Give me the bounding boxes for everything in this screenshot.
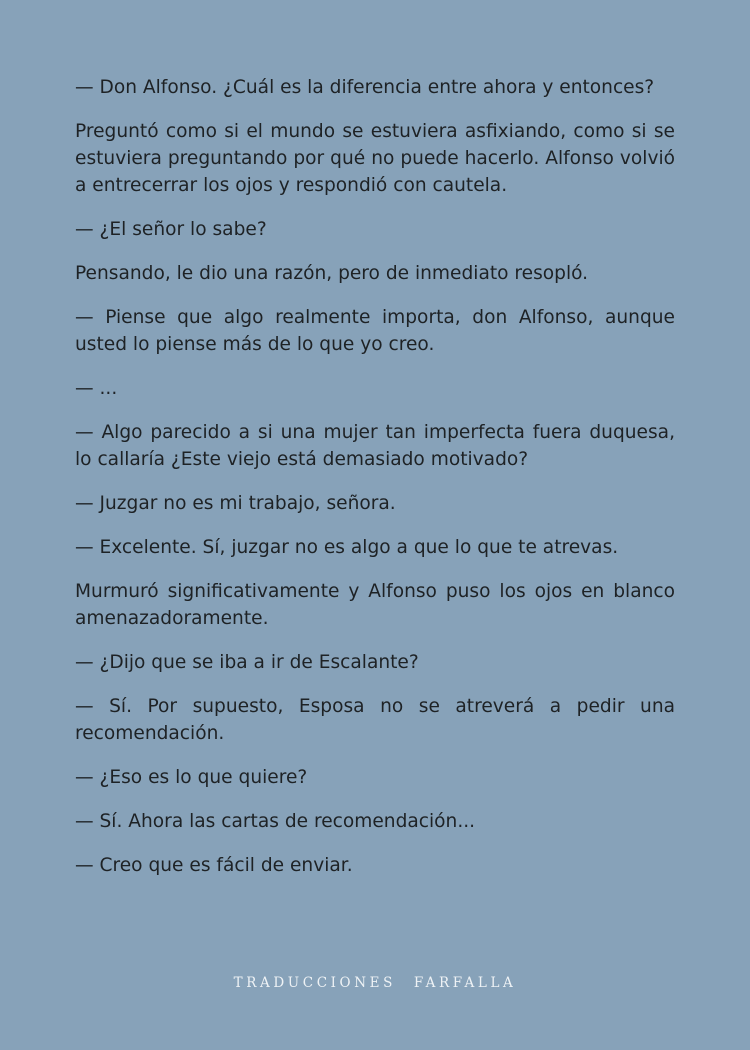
paragraph: — ¿El señor lo sabe? bbox=[75, 219, 267, 240]
paragraph: Murmuró significativamente y Alfonso puso los ojos en blanco amenazadoramente. bbox=[75, 581, 675, 629]
paragraph: — Piense que algo realmente importa, don Alfonso, aunque usted lo piense más de lo que yo creo. bbox=[75, 307, 675, 355]
paragraph: — Algo parecido a si una mujer tan imperfecta fuera duquesa, lo callaría ¿Este viejo está demasiado motivado? bbox=[75, 422, 675, 470]
paragraph: — Juzgar no es mi trabajo, señora. bbox=[75, 493, 396, 514]
paragraph: — Excelente. Sí, juzgar no es algo a que lo que te atrevas. bbox=[75, 537, 619, 558]
paragraph: — Creo que es fácil de enviar. bbox=[75, 855, 353, 876]
page-footer: TRADUCCIONES FARFALLA bbox=[233, 975, 517, 991]
paragraph: — ¿Dijo que se iba a ir de Escalante? bbox=[75, 652, 419, 673]
page-body bbox=[75, 74, 675, 896]
paragraph: — ¿Eso es lo que quiere? bbox=[75, 767, 308, 788]
paragraph: — Sí. Ahora las cartas de recomendación... bbox=[75, 811, 476, 832]
paragraph: — Don Alfonso. ¿Cuál es la diferencia entre ahora y entonces? bbox=[75, 77, 655, 98]
paragraph: — ... bbox=[75, 378, 118, 399]
paragraph: Preguntó como si el mundo se estuviera asfixiando, como si se estuviera preguntando por qué no puede hacerlo. Alfonso volvió a entrecerrar los ojos y respondió con cautela. bbox=[75, 121, 675, 196]
paragraph: Pensando, le dio una razón, pero de inmediato resopló. bbox=[75, 263, 589, 284]
paragraph: — Sí. Por supuesto, Esposa no se atreverá a pedir una recomendación. bbox=[75, 696, 675, 744]
